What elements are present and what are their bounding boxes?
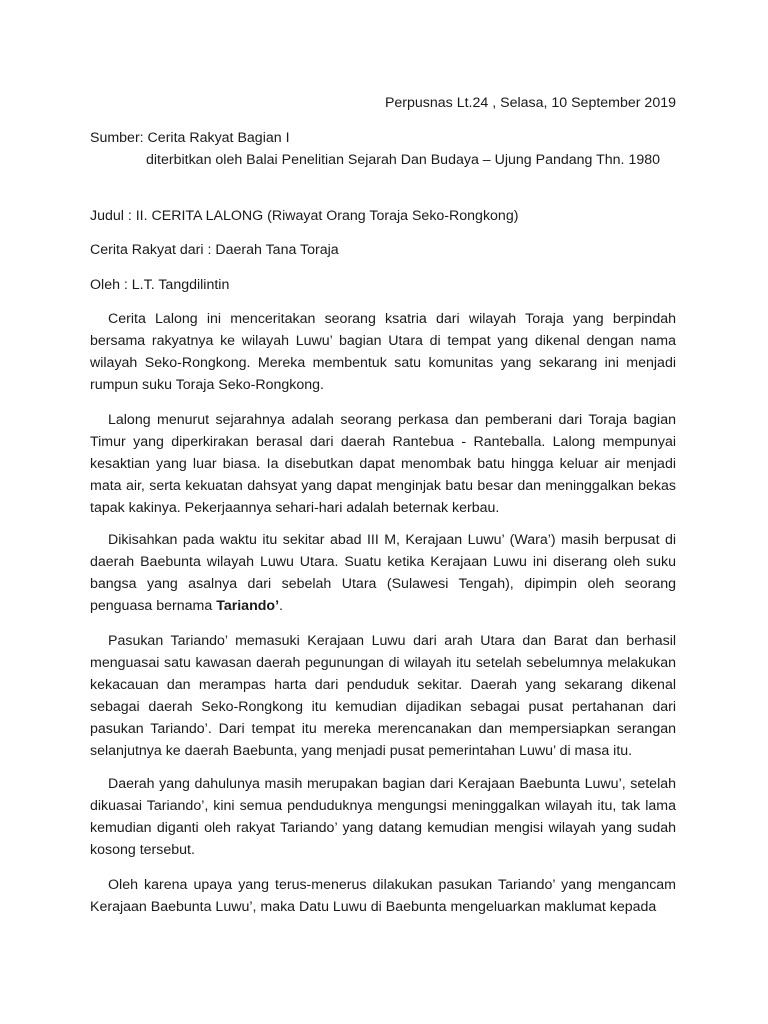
- paragraph-3: [90, 529, 676, 617]
- story-title: Judul : II. CERITA LALONG (Riwayat Orang Toraja Seko-Rongkong): [90, 208, 519, 224]
- paragraph-1: Cerita Lalong ini menceritakan seorang ksatria dari wilayah Toraja yang berpindah bersama rakyatnya ke wilayah Luwu’ bagian Utara di tempat yang dikenal dengan nama wilayah Seko-Rongkong. Mereka membentuk satu komunitas yang sekarang ini menjadi rumpun suku Toraja Seko-Rongkong.: [90, 311, 676, 393]
- source-line: Sumber: Cerita Rakyat Bagian I: [90, 130, 290, 146]
- paragraph-3-text: Dikisahkan pada waktu itu sekitar abad III M, Kerajaan Luwu’ (Wara’) masih berpusat di daerah Baebunta wilayah Luwu Utara. Suatu ketika Kerajaan Luwu ini diserang oleh suku bangsa yang asalnya dari sebelah Utara (Sulawesi Tengah), dipimpin oleh seorang penguasa bernama: [90, 532, 676, 614]
- paragraph-3-end: .: [279, 598, 283, 614]
- source-block: [90, 127, 660, 171]
- paragraph-6: Oleh karena upaya yang terus-menerus dilakukan pasukan Tariando’ yang mengancam Kerajaan Baebunta Luwu’, maka Datu Luwu di Baebunta mengeluarkan maklumat kepada: [90, 877, 676, 915]
- paragraph-4: Pasukan Tariando’ memasuki Kerajaan Luwu dari arah Utara dan Barat dan berhasil menguasai satu kawasan daerah pegunungan di wilayah itu setelah sebelumnya melakukan kekacauan dan merampas harta dari penduduk sekitar. Daerah yang sekarang dikenal sebagai daerah Seko-Rongkong itu kemudian dijadikan sebagai pusat pertahanan dari pasukan Tariando’. Dari tempat itu mereka merencanakan dan mempersiapkan serangan selanjutnya ke daerah Baebunta, yang menjadi pusat pemerintahan Luwu’ di masa itu.: [90, 633, 676, 759]
- story-origin: Cerita Rakyat dari : Daerah Tana Toraja: [90, 242, 339, 258]
- publisher-line: diterbitkan oleh Balai Penelitian Sejarah Dan Budaya – Ujung Pandang Thn. 1980: [146, 152, 661, 168]
- dateline: Perpusnas Lt.24 , Selasa, 10 September 2019: [384, 95, 676, 111]
- paragraph-2: Lalong menurut sejarahnya adalah seorang perkasa dan pemberani dari Toraja bagian Timur yang diperkirakan berasal dari daerah Rantebua - Ranteballa. Lalong mempunyai kesaktian yang luar biasa. Ia disebutkan dapat menombak batu hingga keluar air menjadi mata air, serta kekuatan dahsyat yang dapat menginjak batu besar dan meninggalkan bekas tapak kakinya. Pekerjaannya sehari-hari adalah beternak kerbau.: [90, 412, 676, 516]
- paragraph-5: Daerah yang dahulunya masih merupakan bagian dari Kerajaan Baebunta Luwu’, setelah dikuasai Tariando’, kini semua penduduknya mengungsi meninggalkan wilayah itu, tak lama kemudian diganti oleh rakyat Tariando’ yang datang kemudian mengisi wilayah yang sudah kosong tersebut.: [90, 776, 676, 858]
- ruler-name: Tariando’: [216, 598, 280, 614]
- story-author: Oleh : L.T. Tangdilintin: [90, 277, 230, 293]
